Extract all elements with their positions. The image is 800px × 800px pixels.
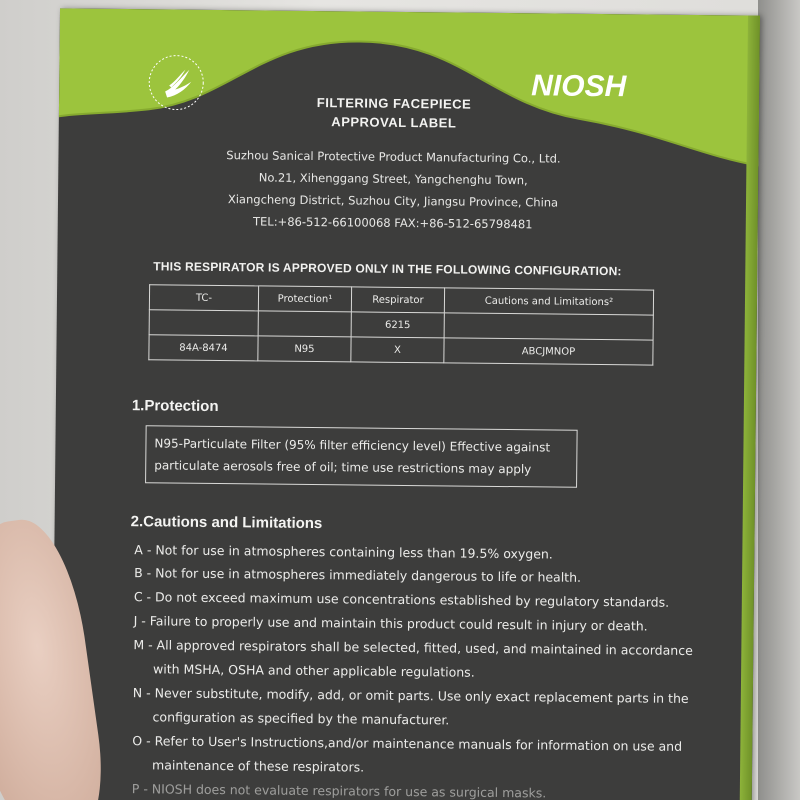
configuration-table (148, 284, 654, 365)
table-cell (149, 310, 258, 336)
table-cell (258, 311, 351, 337)
caution-item-n-cont: configuration as specified by the manufacturer. (152, 709, 450, 728)
table-header-cell: Respirator (351, 287, 444, 313)
table-cell: 84A-8474 (149, 335, 258, 361)
protection-heading: 1.Protection (131, 397, 219, 416)
protection-text-line-2: particulate aerosols free of oil; time use restrictions may apply (154, 458, 532, 477)
contact-line: TEL:+86-512-66100068 FAX:+86-512-65798481 (252, 214, 533, 232)
table-header-cell: Cautions and Limitations² (444, 288, 653, 315)
label-title-line2: APPROVAL LABEL (331, 114, 457, 131)
respirator-box (52, 8, 760, 800)
caution-item-o: O - Refer to User's Instructions,and/or maintenance manuals for information on use and (132, 733, 683, 754)
caution-item-b: B - Not for use in atmospheres immediately dangerous to life or health. (134, 565, 582, 585)
table-cell: ABCJMNOP (444, 338, 653, 365)
caution-item-m-cont: with MSHA, OSHA and other applicable regulations. (153, 661, 475, 680)
label-title-line1: FILTERING FACEPIECE (316, 95, 472, 112)
manufacturer-name: Suzhou Sanical Protective Product Manufacturing Co., Ltd. (226, 148, 561, 166)
address-line-1: No.21, Xihenggang Street, Yangchenghu Town, (258, 170, 528, 188)
configuration-heading: THIS RESPIRATOR IS APPROVED ONLY IN THE FOLLOWING CONFIGURATION: (153, 259, 622, 279)
address-line-2: Xiangcheng District, Suzhou City, Jiangsu Province, China (227, 192, 559, 210)
table-cell: 6215 (351, 312, 444, 338)
caution-item-p-partial: P - NIOSH does not evaluate respirators for use as surgical masks. (131, 781, 547, 800)
protection-box (145, 425, 578, 488)
table-header-cell: Protection¹ (258, 286, 351, 312)
table-header-cell: TC- (149, 285, 258, 311)
table-cell: N95 (258, 336, 351, 362)
caution-item-c: C - Do not exceed maximum use concentrations established by regulatory standards. (133, 589, 670, 610)
protection-text-line-1: N95-Particulate Filter (95% filter efficiency level) Effective against (154, 436, 551, 455)
caution-item-a: A - Not for use in atmospheres containing less than 19.5% oxygen. (134, 542, 553, 562)
cautions-heading: 2.Cautions and Limitations (130, 513, 323, 533)
caution-item-m: M - All approved respirators shall be selected, fitted, used, and maintained in accordance (133, 637, 693, 658)
caution-item-n: N - Never substitute, modify, add, or omit parts. Use only exact replacement parts in the (132, 685, 689, 706)
table-cell: X (351, 337, 444, 363)
caution-item-o-cont: maintenance of these respirators. (152, 757, 365, 775)
caution-item-j: J - Failure to properly use and maintain this product could result in injury or death. (133, 613, 648, 634)
table-row (149, 335, 653, 365)
background-shadow (758, 0, 800, 800)
niosh-logo-text: NIOSH (531, 69, 627, 104)
table-cell (444, 313, 653, 340)
